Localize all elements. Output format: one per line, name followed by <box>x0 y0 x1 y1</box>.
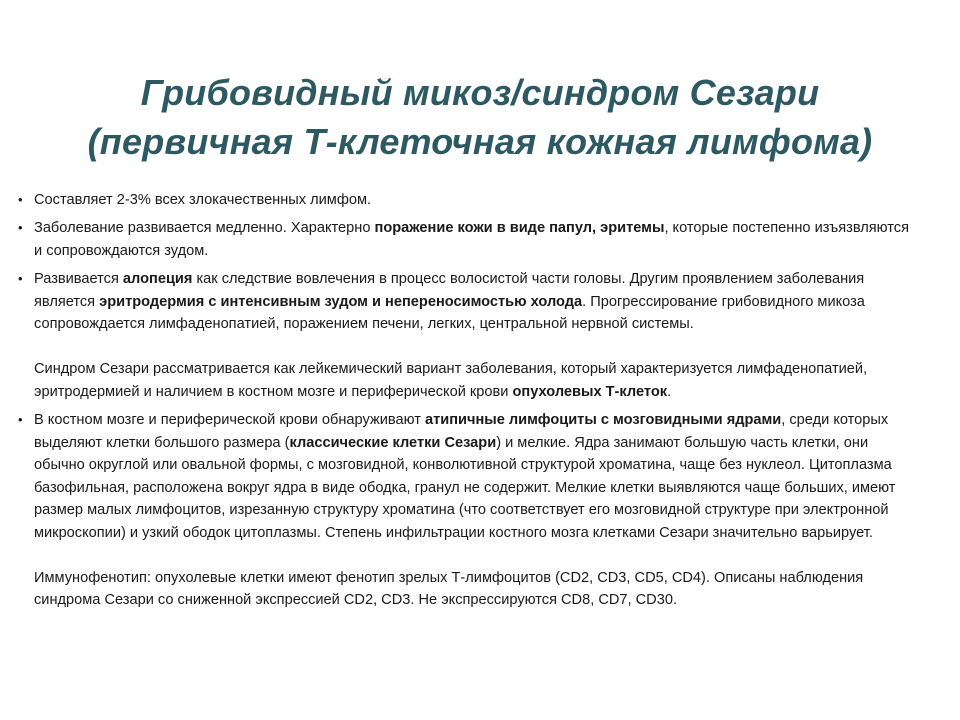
bullet-icon: • <box>18 412 23 427</box>
bullet-text: Заболевание развивается медленно. Характерно поражение кожи в виде папул, эритемы, которые постепенно изъязвляются и сопровождаются зудом. <box>34 220 909 259</box>
bullet-text-immunophenotype: Иммунофенотип: опухолевые клетки имеют фенотип зрелых Т-лимфоцитов (CD2, CD3, CD5, CD4). Описаны наблюдения синдрома Сезари со сниженной экспрессией CD2, CD3. Не экспрессируются CD8, CD7, CD30. <box>34 569 864 608</box>
slide-title <box>40 68 920 166</box>
slide-body <box>18 166 918 618</box>
bullet-item-bone-marrow <box>18 409 918 612</box>
slide-title-line-2: (первичная Т-клеточная кожная лимфома) <box>87 121 873 163</box>
bullet-item-alopecia <box>18 268 918 403</box>
emphasis-text: атипичные лимфоциты с мозговидными ядрами <box>424 412 782 428</box>
emphasis-text: опухолевых Т-клеток <box>512 383 668 400</box>
bullet-icon: • <box>18 191 23 207</box>
bullet-icon: • <box>18 220 23 235</box>
emphasis-text: поражение кожи в виде папул, эритемы <box>374 220 665 236</box>
bullet-text: Составляет 2-3% всех злокачественных лимфом. <box>34 191 372 208</box>
bullet-text-sezary: Синдром Сезари рассматривается как лейкемический вариант заболевания, который характеризуется лимфаденопатией, эритродермией и наличием в костном мозге и периферической крови опухолевых Т-клеток. <box>34 361 868 400</box>
bullet-text: В костном мозге и периферической крови обнаруживают атипичные лимфоциты с мозговидными ядрами, среди которых выделяют клетки большого размера (классические клетки Сезари) и мелкие. Ядра занимают большую часть клетки, они обычно округлой или овальной формы, с мозговидной, конволютивной структурой хроматина, чаще без нуклеол. Цитоплазма базофильная, расположена вокруг ядра в виде ободка, гранул не содержит. Мелкие клетки выявляются чаще больших, имеют размер малых лимфоцитов, изрезанную структуру хроматина (что соответствует его мозговидной структуре при электронной микроскопии) и узкий ободок цитоплазмы. Степень инфильтрации костного мозга клетками Сезари значительно варьирует. <box>34 412 896 541</box>
emphasis-text: алопеция <box>122 271 193 287</box>
bullet-text: Развивается алопеция как следствие вовлечения в процесс волосистой части головы. Другим проявлением заболевания является эритродермия с интенсивным зудом и непереносимостью холода. Прогрессирование грибовидного микоза сопровождается лимфаденопатией, поражением печени, легких, центральной нервной системы. <box>34 271 865 332</box>
emphasis-text: классические клетки Сезари <box>289 434 497 451</box>
bullet-item-skin-lesions <box>18 217 918 262</box>
bullet-icon: • <box>18 271 23 286</box>
slide-title-line-1: Грибовидный микоз/синдром Сезари <box>140 72 820 114</box>
emphasis-text: эритродермия с интенсивным зудом и непереносимостью холода <box>99 293 583 310</box>
bullet-item-prevalence <box>18 189 918 212</box>
